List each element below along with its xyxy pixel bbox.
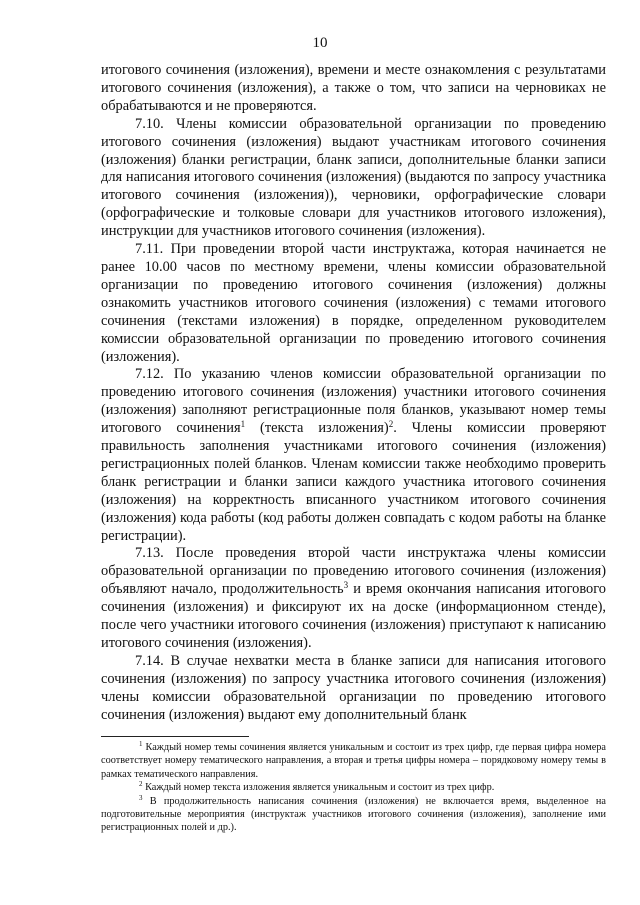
paragraph-7-11: 7.11. При проведении второй части инструктажа, которая начинается не ранее 10.00 часов по местному времени, члены комиссии образовательной организации по проведению итогового сочинения (изложения) должны ознакомить участников итогового сочинения (изложения) с темами итогового сочинения (текстами изложения) в порядке, определенном руководителем комиссии образовательной организации по проведению итогового сочинения (изложения). xyxy=(101,241,606,365)
footnote-ref-1: 1 xyxy=(240,419,246,430)
footnote-divider xyxy=(101,736,249,737)
footnote-ref-2: 2 xyxy=(388,419,394,430)
footnote-text-1: Каждый номер темы сочинения является уникальным и состоит из трех цифр, где первая цифра номера соответствует номеру тематического направления, а вторая и третья цифры номера – порядковому номеру темы в рамках тематического направления. xyxy=(101,742,606,780)
footnote-text-2: Каждый номер текста изложения является уникальным и состоит из трех цифр. xyxy=(142,782,495,794)
paragraph-7-13-part-a: 7.13. После проведения второй части инструктажа члены комиссии образовательной организации по проведению итогового сочинения (изложения) объявляют начало, продолжительность xyxy=(101,545,606,598)
paragraph-7-13-part-b: и время окончания написания итогового сочинения (изложения) и фиксируют их на доске (информационном стенде), после чего участники итогового сочинения (изложения) приступают к написанию итогового сочинения (изложения). xyxy=(101,581,606,651)
footnote-mark-1: 1 xyxy=(139,740,143,748)
footnote-mark-2: 2 xyxy=(139,780,143,789)
paragraph-7-12-part-a: 7.12. По указанию членов комиссии образовательной организации по проведению итогового сочинения (изложения) участники итогового сочинения (изложения) заполняют регистрационные поля бланков, указывают номер темы итогового сочинения xyxy=(101,366,606,437)
footnote-text-3: В продолжительность написания сочинения (изложения) не включается время, выделенное на подготовительные мероприятия (инструктаж участников итогового сочинения (изложения), заполнение ими регистрационных полей и др.). xyxy=(101,795,606,834)
paragraph-7-13 xyxy=(101,545,606,652)
paragraph-7-12-part-b: (текста изложения) xyxy=(245,420,389,437)
footnote-3 xyxy=(101,795,606,835)
document-body xyxy=(101,62,606,725)
paragraph-7-14: 7.14. В случае нехватки места в бланке записи для написания итогового сочинения (изложения) по запросу участника итогового сочинения (изложения) члены комиссии образовательной организации по проведению итогового сочинения (изложения) выдают ему дополнительный бланк xyxy=(101,652,606,723)
page-number: 10 xyxy=(312,35,328,51)
paragraph-7-12-part-c: . Члены комиссии проверяют правильность заполнения участниками итогового сочинения (изложения) регистрационных полей бланков. Членам комиссии также необходимо проверить бланк регистрации и бланки записи каждого участника итогового сочинения (изложения) на корректность вписанного участником итогового сочинения (изложения) кода работы (код работы должен совпадать с кодом работы на бланке регистрации). xyxy=(101,420,606,544)
footnote-2 xyxy=(101,781,606,794)
paragraph-7-12 xyxy=(101,366,606,545)
paragraph-7-10: 7.10. Члены комиссии образовательной организации по проведению итогового сочинения (изложения) выдают участникам итогового сочинения (изложения) бланки регистрации, бланк записи, дополнительные бланки записи для написания итогового сочинения (изложения) (выдаются по запросу участника итогового сочинения (изложения)), черновики, орфографические словари (орфографические и толковые словари для участников итогового изложения), инструкции для участников итогового сочинения (изложения). xyxy=(101,115,606,240)
footnote-mark-3: 3 xyxy=(139,793,143,802)
footnote-ref-3: 3 xyxy=(343,580,349,591)
footnotes xyxy=(101,741,606,835)
footnote-1 xyxy=(101,741,606,781)
paragraph-intro: итогового сочинения (изложения), времени и месте ознакомления с результатами итогового сочинения (изложения), а также о том, что записи на черновиках не обрабатываются и не проверяются. xyxy=(101,62,606,114)
